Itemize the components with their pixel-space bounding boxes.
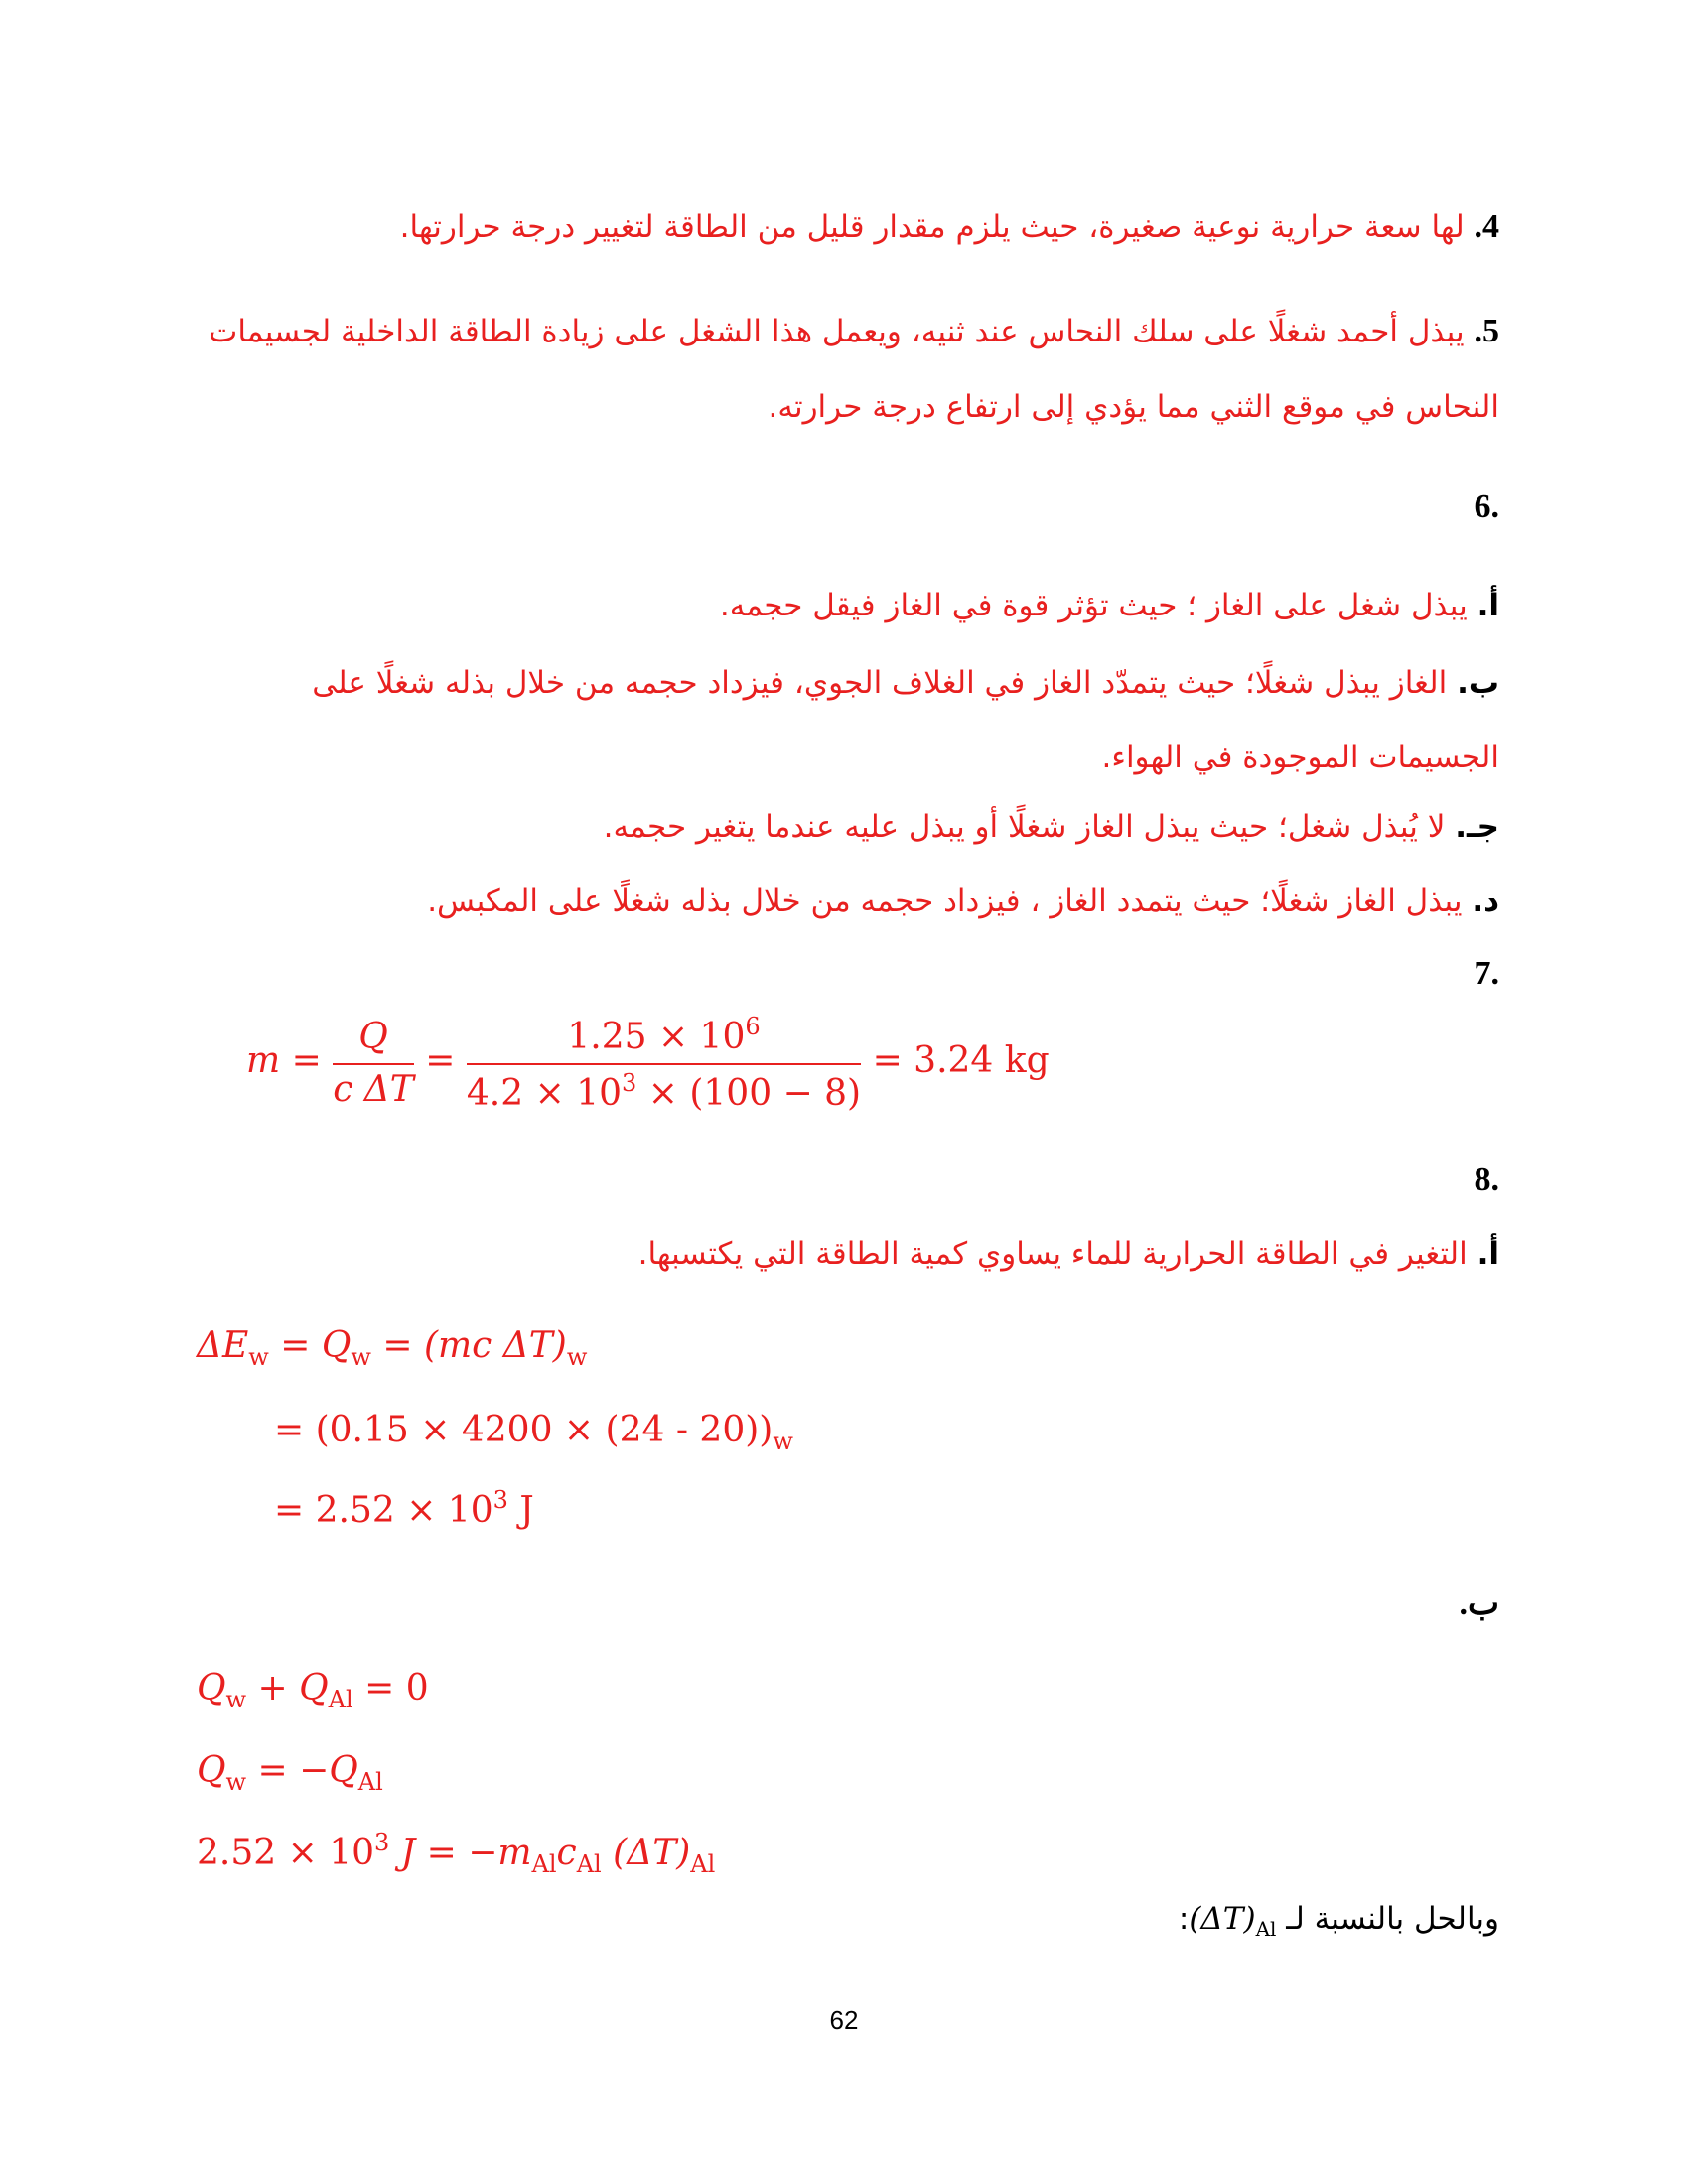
q8-b-eq3-a: 2.52 × 10 [197,1833,375,1873]
q8-eq1-sub3: w [566,1343,588,1371]
q5-number: 5. [1474,313,1499,349]
q8-b-eq1 [197,1668,429,1713]
q6-a-answer: يبذل شغل على الغاز ؛ حيث تؤثر قوة في الغاز فيقل حجمه. [719,588,1468,623]
q8-b-eq1-sub2: Al [328,1686,353,1713]
q8-b-eq3-c: c [556,1833,577,1873]
q8-b-eq1-end: = 0 [352,1668,429,1708]
q7-equation: m = $\frac{Q}{\text{c ΔT}}$ = $\frac{1.25 \times 10^6}{4.2 \times 10^3 \times (100 - 8)}$ = 3.24 kg [246,1013,1050,1114]
q8-b-eq2-sub2: Al [357,1768,383,1796]
q8-b-eq1-q: Q [197,1668,226,1708]
q8-eq3-unit: J [507,1490,534,1531]
q5-line-2 [768,389,1499,425]
q6-b-answer-line2: الجسيمات الموجودة في الهواء. [1101,740,1499,775]
q8-b-eq3-exp: 3 [374,1829,390,1856]
q7-den-rest: × (100 − 8) [636,1073,862,1114]
q8-eq1-sub: w [248,1343,269,1371]
q8-solve-dt: (ΔT) [1189,1901,1256,1937]
q7-fraction-symbolic [333,1017,414,1110]
q8-eq1-mcdt: = (mc ΔT) [370,1325,567,1366]
page-number: 62 [829,2005,859,2035]
q8-eq1 [197,1325,587,1371]
q4-answer: لها سعة حرارية نوعية صغيرة، حيث يلزم مقدار قليل من الطاقة لتغيير درجة حرارتها. [399,209,1465,245]
q8-b-eq2 [197,1750,383,1796]
q5-answer-line1: يبذل أحمد شغلًا على سلك النحاس عند ثنيه، ويعمل هذا الشغل على زيادة الطاقة الداخلية لجسيمات [209,314,1465,349]
q7-num-exp: 6 [745,1013,761,1040]
q5-line-1 [209,313,1499,350]
q8-eq1-q: = Q [268,1325,352,1366]
q8-eq1-sub2: w [351,1343,371,1371]
q7-fraction-numeric [467,1013,861,1114]
q8-b-eq1-sub1: w [225,1686,247,1713]
q6-c-line [604,809,1499,845]
q8-eq2-sub: w [773,1428,793,1455]
q8-b-heading: ب. [1459,1585,1499,1622]
q8-b-eq3-sub3: Al [690,1850,716,1878]
q6-b-answer-line1: الغاز يبذل شغلًا؛ حيث يتمدّد الغاز في الغلاف الجوي، فيزداد حجمه من خلال بذله شغلًا على [312,665,1448,701]
q7-num-symbolic: Q [358,1017,388,1057]
q6-c-label: جـ. [1455,809,1499,845]
q8-eq1-delta-e: ΔE [197,1325,249,1366]
q4-number: 4. [1474,208,1499,245]
q6-heading: .6 [1474,488,1499,525]
q6-a-label: أ. [1477,588,1499,623]
q7-num-numeric: 1.25 × 10 [567,1017,746,1057]
q8-solve-line [1179,1901,1499,1941]
q6-b-label: ب. [1457,665,1499,701]
q8-a-label: أ. [1477,1236,1499,1272]
q8-b-eq3-m: J = −m [389,1833,532,1873]
q8-eq2 [274,1410,793,1455]
q6-d-label: د. [1472,884,1499,919]
q7-den-numeric: 4.2 × 10 [466,1073,623,1114]
q8-b-eq3 [197,1829,715,1878]
q8-a-line [638,1236,1499,1272]
q7-heading: .7 [1474,955,1499,992]
q8-b-eq3-dt: (ΔT) [601,1833,691,1873]
q4-line [400,208,1499,246]
q8-eq3-value: = 2.52 × 10 [274,1490,493,1531]
q8-b-eq2-mid: = −Q [246,1750,358,1791]
q7-lhs: m [246,1040,281,1081]
q8-eq3-exp: 3 [492,1486,508,1514]
q8-a-answer: التغير في الطاقة الحرارية للماء يساوي كمية الطاقة التي يكتسبها. [637,1236,1468,1272]
q8-eq2-value: = (0.15 × 4200 × (24 - 20)) [274,1410,774,1450]
q8-b-eq1-mid: + Q [246,1668,329,1708]
q6-d-answer: يبذل الغاز شغلًا؛ حيث يتمدد الغاز ، فيزداد حجمه من خلال بذله شغلًا على المكبس. [427,884,1463,919]
q8-b-eq2-q: Q [197,1750,226,1791]
q6-c-answer: لا يُبذل شغل؛ حيث يبذل الغاز شغلًا أو يبذل عليه عندما يتغير حجمه. [603,809,1446,845]
q5-answer-line2: النحاس في موقع الثني مما يؤدي إلى ارتفاع درجة حرارته. [768,389,1499,425]
q8-b-eq3-sub2: Al [576,1850,602,1878]
q8-solve-sub: Al [1255,1917,1277,1942]
q6-d-line [427,884,1499,919]
q8-b-eq3-sub1: Al [531,1850,557,1878]
q7-result: = 3.24 kg [872,1040,1050,1081]
q6-b-line-1 [312,665,1499,701]
q8-solve-math [1189,1901,1277,1942]
q6-a-line [720,588,1499,623]
q8-solve-colon: : [1178,1901,1190,1937]
q8-solve-text: وبالحل بالنسبة لـ [1286,1901,1499,1937]
q8-eq3 [274,1486,534,1531]
q7-den-symbolic: c ΔT [333,1069,414,1110]
q6-b-line-2 [1102,740,1499,775]
q8-heading: .8 [1474,1161,1499,1198]
q8-b-eq2-sub1: w [225,1768,247,1796]
q7-den-exp: 3 [622,1069,637,1097]
